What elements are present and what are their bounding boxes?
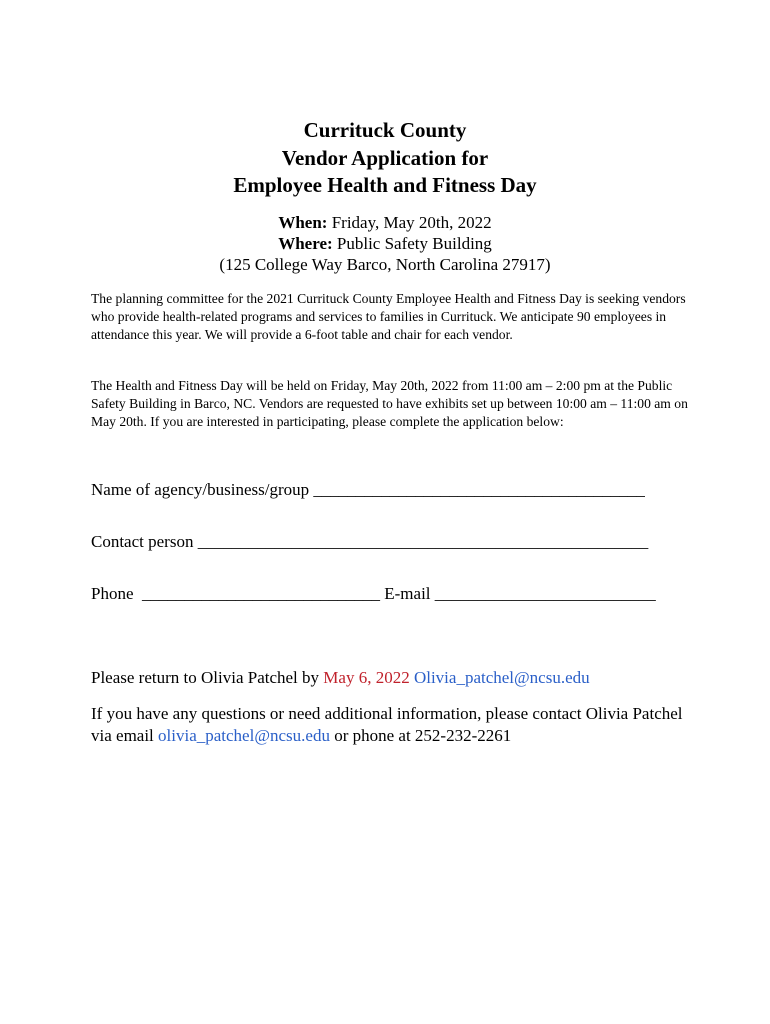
return-instructions bbox=[91, 667, 691, 689]
return-deadline: May 6, 2022 bbox=[323, 668, 410, 687]
return-prefix: Please return to Olivia Patchel by bbox=[91, 668, 320, 687]
when-label: When: bbox=[278, 213, 328, 232]
details-paragraph: The Health and Fitness Day will be held on Friday, May 20th, 2022 from 11:00 am – 2:00 pm at the Public Safety Building in Barco, NC. Vendors are requested to have exhibits set up between 10:00 am – 11:00 am on May 20th. If you are interested in participating, please complete the application below: bbox=[91, 378, 688, 429]
phone-input-line[interactable]: ____________________________ bbox=[142, 584, 380, 603]
return-email-link[interactable]: Olivia_patchel@ncsu.edu bbox=[413, 668, 590, 687]
intro-paragraph: The planning committee for the 2021 Currituck County Employee Health and Fitness Day is seeking vendors who provide health-related programs and services to families in Currituck. We anticipate 90 employees in attendance this year. We will provide a 6-foot table and chair for each vendor. bbox=[91, 291, 686, 342]
contact-field bbox=[91, 532, 648, 552]
document-title bbox=[0, 117, 770, 200]
agency-label: Name of agency/business/group bbox=[91, 480, 310, 499]
title-line-application: Vendor Application for bbox=[281, 145, 489, 170]
contact-label: Contact person bbox=[91, 532, 194, 551]
phone-email-field bbox=[91, 584, 656, 604]
email-label: E-mail bbox=[384, 584, 431, 603]
event-where bbox=[0, 233, 770, 254]
questions-paragraph bbox=[91, 703, 691, 747]
agency-field bbox=[91, 480, 645, 500]
title-line-county: Currituck County bbox=[303, 118, 467, 142]
questions-prefix: If you have any questions or need additional information, please contact Olivia Patchel via email bbox=[91, 704, 683, 745]
email-input-line[interactable]: __________________________ bbox=[434, 584, 656, 603]
when-value: Friday, May 20th, 2022 bbox=[331, 213, 492, 232]
event-when bbox=[0, 212, 770, 233]
phone-label: Phone bbox=[91, 584, 134, 603]
contact-input-line[interactable]: _____________________________________________________ bbox=[197, 532, 649, 551]
event-address: (125 College Way Barco, North Carolina 27917) bbox=[219, 255, 551, 274]
where-label: Where: bbox=[278, 234, 333, 253]
title-line-event: Employee Health and Fitness Day bbox=[233, 173, 537, 197]
questions-email-link[interactable]: olivia_patchel@ncsu.edu bbox=[158, 726, 330, 745]
event-details bbox=[0, 212, 770, 275]
where-value: Public Safety Building bbox=[336, 234, 492, 253]
questions-suffix: or phone at 252-232-2261 bbox=[334, 726, 512, 745]
agency-input-line[interactable]: _______________________________________ bbox=[313, 480, 645, 499]
